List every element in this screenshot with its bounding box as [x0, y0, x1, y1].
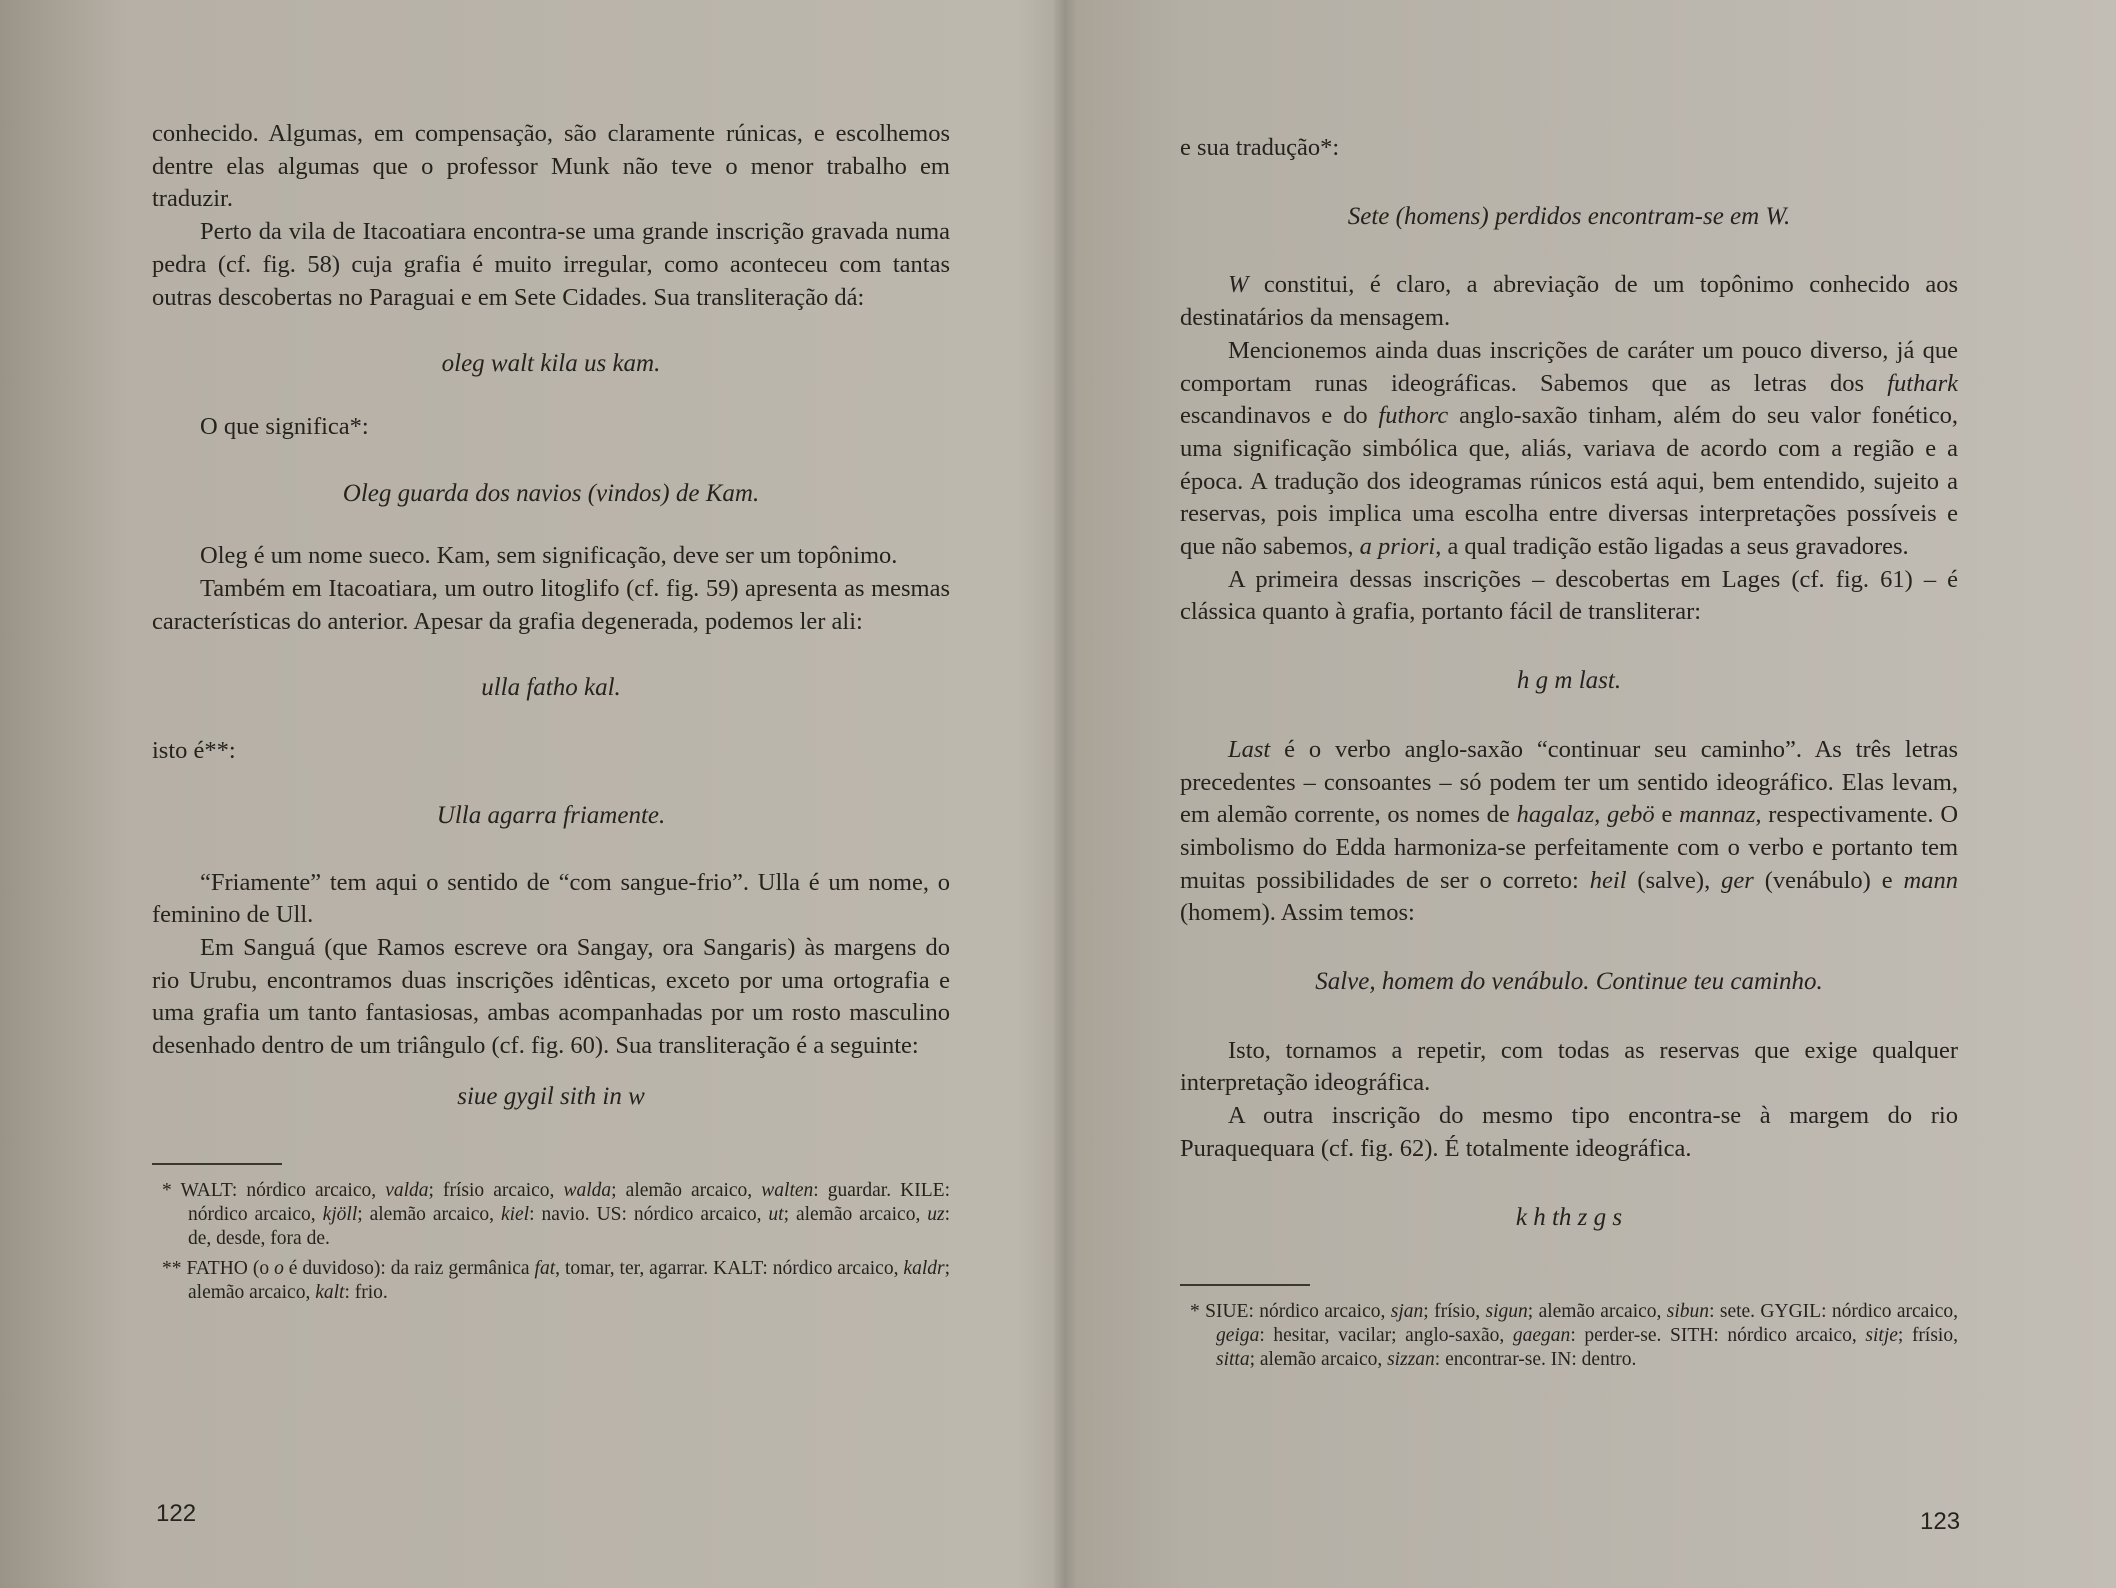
paragraph: W constitui, é claro, a abreviação de um topônimo conhecido aos destinatários da mensagem.: [1180, 271, 1958, 332]
paragraph: Oleg é um nome sueco. Kam, sem significação, deve ser um topônimo.: [200, 542, 898, 570]
page-number: 122: [156, 1500, 197, 1527]
inscription-transliteration: h g m last.: [1516, 667, 1622, 695]
footnote: ** FATHO (o o é duvidoso): da raiz germânica fat, tomar, ter, agarrar. KALT: nórdico arcaico, kaldr; alemão arcaico, kalt: frio.: [162, 1258, 951, 1304]
paragraph: Mencionemos ainda duas inscrições de caráter um pouco diverso, já que comportam runas ideográficas. Sabemos que as letras dos futhark escandinavos e do futhorc anglo-saxão tinham, além do seu valor fonético, uma significação simbólica que, aliás, variava de acordo com a região e a época. A tradução dos ideogramas rúnicos está aqui, bem entendido, sujeito a reservas, pois implica uma escolha entre diversas interpretações possíveis e que não sabemos, a priori, a qual tradição estão ligadas a seus gravadores.: [1180, 336, 1958, 561]
inscription-transliteration: oleg walt kila us kam.: [441, 350, 661, 378]
right-page: [1180, 132, 1958, 1372]
paragraph: Em Sanguá (que Ramos escreve ora Sangay, ora Sangaris) às margens do rio Urubu, encontramos duas inscrições idênticas, exceto por uma ortografia e uma grafia um tanto fantasiosas, ambas acompanhadas por um rosto masculino desenhado dentro de um triângulo (cf. fig. 60). Sua transliteração é a seguinte:: [152, 933, 950, 1060]
paragraph: isto é**:: [152, 737, 236, 765]
paragraph: Last é o verbo anglo-saxão “continuar seu caminho”. As três letras precedentes – consoantes – só podem ter um sentido ideográfico. Elas levam, em alemão corrente, os nomes de hagalaz, gebö e mannaz, respectivamente. O simbolismo do Edda harmoniza-se perfeitamente com o verbo e portanto tem muitas possibilidades de ser o correto: heil (salve), ger (venábulo) e mann (homem). Assim temos:: [1180, 735, 1959, 927]
paragraph: Também em Itacoatiara, um outro litoglifo (cf. fig. 59) apresenta as mesmas características do anterior. Apesar da grafia degenerada, podemos ler ali:: [152, 575, 950, 635]
inscription-transliteration: k h th z g s: [1515, 1203, 1623, 1231]
inscription-transliteration: siue gygil sith in w: [457, 1082, 645, 1110]
paragraph: O que significa*:: [200, 412, 369, 440]
footnote-separator: [1180, 1284, 1310, 1286]
paragraph: conhecido. Algumas, em compensação, são claramente rúnicas, e escolhemos dentre elas algumas que o professor Munk não teve o menor trabalho em traduzir.: [152, 120, 950, 213]
left-page: [152, 118, 950, 1305]
paragraph: e sua tradução*:: [1180, 134, 1340, 161]
inscription-translation: Oleg guarda dos navios (vindos) de Kam.: [342, 479, 760, 507]
inscription-translation: Salve, homem do venábulo. Continue teu caminho.: [1315, 968, 1823, 996]
paragraph: Isto, tornamos a repetir, com todas as reservas que exige qualquer interpretação ideográfica.: [1180, 1036, 1958, 1097]
inscription-translation: Ulla agarra friamente.: [436, 801, 666, 829]
paragraph: Perto da vila de Itacoatiara encontra-se uma grande inscrição gravada numa pedra (cf. fig. 58) cuja grafia é muito irregular, como aconteceu com tantas outras descobertas no Paraguai e em Sete Cidades. Sua transliteração dá:: [152, 218, 950, 311]
footnote: * WALT: nórdico arcaico, valda; frísio arcaico, walda; alemão arcaico, walten: guardar. KILE: nórdico arcaico, kjöll; alemão arcaico, kiel: navio. US: nórdico arcaico, ut; alemão arcaico, uz: de, desde, fora de.: [162, 1180, 951, 1250]
paragraph: A outra inscrição do mesmo tipo encontra-se à margem do rio Puraquequara (cf. fig. 62). É totalmente ideográfica.: [1180, 1102, 1958, 1162]
book-gutter: [1054, 0, 1076, 1588]
footnote: * SIUE: nórdico arcaico, sjan; frísio, sigun; alemão arcaico, sibun: sete. GYGIL: nórdico arcaico, geiga: hesitar, vacilar; anglo-saxão, gaegan: perder-se. SITH: nórdico arcaico, sitje; frísio, sitta; alemão arcaico, sizzan: encontrar-se. IN: dentro.: [1190, 1301, 1958, 1371]
paragraph: A primeira dessas inscrições – descobertas em Lages (cf. fig. 61) – é clássica quanto à grafia, portanto fácil de transliterar:: [1180, 565, 1958, 626]
paragraph: “Friamente” tem aqui o sentido de “com sangue-frio”. Ulla é um nome, o feminino de Ull.: [152, 868, 950, 929]
footnote-separator: [152, 1163, 282, 1165]
page-number: 123: [1920, 1508, 1961, 1535]
inscription-translation: Sete (homens) perdidos encontram-se em W.: [1347, 202, 1791, 230]
inscription-transliteration: ulla fatho kal.: [481, 674, 621, 702]
